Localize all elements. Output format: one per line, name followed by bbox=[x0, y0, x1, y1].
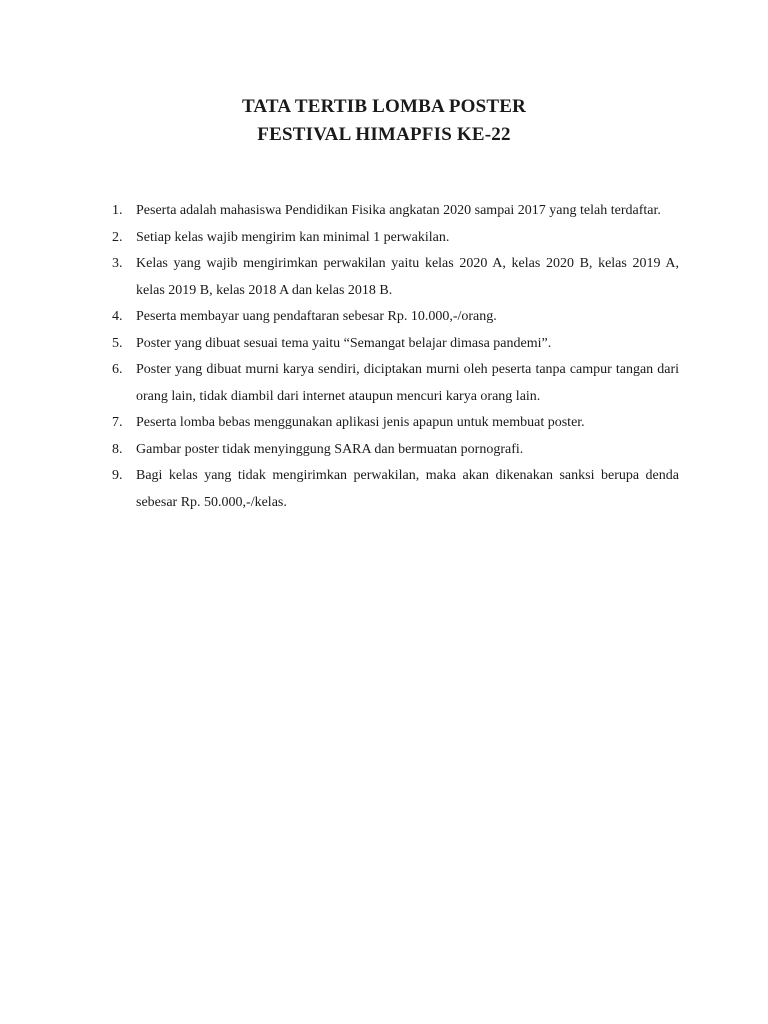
rule-text: Kelas yang wajib mengirimkan perwakilan yaitu kelas 2020 A, kelas 2020 B, kelas 2019 A, kelas 2019 B, kelas 2018 A dan kelas 2018 B. bbox=[136, 256, 679, 298]
document-title bbox=[0, 93, 768, 149]
rule-number: 9. bbox=[112, 468, 123, 483]
rule-item-2 bbox=[104, 225, 679, 252]
rule-number: 3. bbox=[112, 256, 123, 271]
rule-number: 6. bbox=[112, 362, 123, 377]
rule-item-9 bbox=[104, 463, 679, 516]
rule-text: Setiap kelas wajib mengirim kan minimal 1 perwakilan. bbox=[136, 229, 450, 245]
rule-text: Poster yang dibuat murni karya sendiri, diciptakan murni oleh peserta tanpa campur tangan dari orang lain, tidak diambil dari internet ataupun mencuri karya orang lain. bbox=[136, 362, 679, 404]
rule-text: Gambar poster tidak menyinggung SARA dan bermuatan pornografi. bbox=[136, 441, 524, 457]
rule-text: Bagi kelas yang tidak mengirimkan perwakilan, maka akan dikenakan sanksi berupa denda sebesar Rp. 50.000,-/kelas. bbox=[136, 468, 679, 510]
rule-text: Poster yang dibuat sesuai tema yaitu “Semangat belajar dimasa pandemi”. bbox=[136, 335, 552, 351]
rule-number: 5. bbox=[112, 335, 123, 351]
rule-number: 7. bbox=[112, 415, 123, 430]
rule-item-8 bbox=[104, 437, 679, 464]
rule-item-1 bbox=[104, 198, 679, 225]
rule-item-7 bbox=[104, 410, 679, 437]
rule-item-3 bbox=[104, 251, 679, 304]
rule-text: Peserta lomba bebas menggunakan aplikasi jenis apapun untuk membuat poster. bbox=[136, 415, 585, 430]
rule-item-5 bbox=[104, 331, 679, 358]
rule-number: 2. bbox=[112, 229, 123, 245]
title-line-1: TATA TERTIB LOMBA POSTER bbox=[241, 96, 527, 117]
rule-number: 4. bbox=[112, 309, 123, 324]
rule-number: 1. bbox=[112, 203, 123, 218]
rule-text: Peserta membayar uang pendaftaran sebesar Rp. 10.000,-/orang. bbox=[136, 309, 497, 324]
rule-item-6 bbox=[104, 357, 679, 410]
rules-list bbox=[104, 198, 679, 516]
rule-text: Peserta adalah mahasiswa Pendidikan Fisika angkatan 2020 sampai 2017 yang telah terdaftar. bbox=[136, 203, 661, 218]
rule-item-4 bbox=[104, 304, 679, 331]
title-line-2: FESTIVAL HIMAPFIS KE-22 bbox=[257, 124, 511, 145]
rule-number: 8. bbox=[112, 441, 123, 457]
